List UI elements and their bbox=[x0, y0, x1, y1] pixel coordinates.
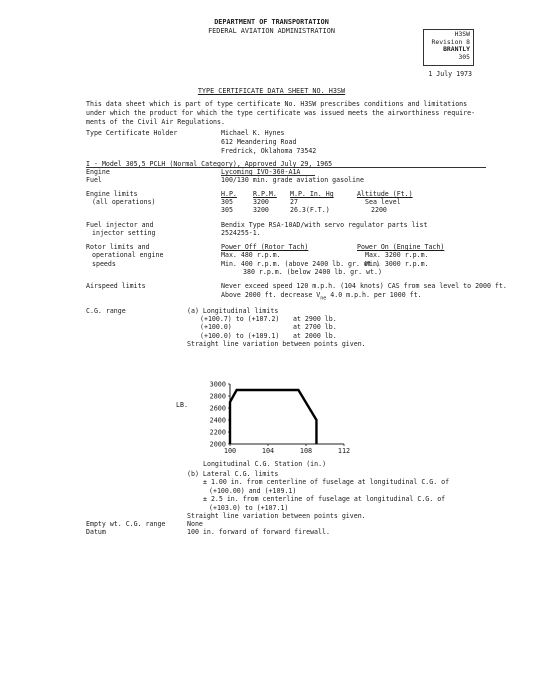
intro-line: ments of the Civil Air Regulations. bbox=[86, 117, 225, 126]
airspeed-label: Airspeed limits bbox=[86, 282, 146, 290]
document-id-box bbox=[423, 29, 474, 66]
power-on-line: Max. 3200 r.p.m. bbox=[365, 251, 429, 260]
box-line: 305 bbox=[458, 52, 470, 61]
empty-cg-label: Empty wt. C.G. range bbox=[86, 520, 166, 528]
holder-line: 612 Meandering Road bbox=[221, 137, 297, 146]
intro-line: This data sheet which is part of type certificate No. H3SW prescribes conditions and limitations bbox=[86, 100, 468, 108]
power-off-line: Min. 400 r.p.m. (above 2400 lb. gr. wt.) bbox=[221, 259, 380, 268]
intro-line: under which the product for which the type certificate was issued meets the airworthiness require- bbox=[86, 108, 476, 117]
engine-value: Lycoming IVO-360-A1A bbox=[221, 168, 301, 176]
limits-cell: Sea level bbox=[365, 198, 401, 206]
department-name: DEPARTMENT OF TRANSPORTATION bbox=[214, 18, 329, 26]
y-tick-label: 2000 bbox=[209, 440, 226, 449]
model-title: Model 305,5 PCLH (Normal Category), Approved July 29, 1965 bbox=[101, 160, 333, 168]
rotor-power-on bbox=[357, 243, 444, 268]
holder-address bbox=[221, 129, 316, 155]
limits-header-altitude: Altitude (Ft.) bbox=[357, 190, 413, 198]
cg-lateral-lines bbox=[187, 478, 450, 521]
intro-paragraph bbox=[86, 100, 475, 126]
chart-layer bbox=[210, 380, 351, 455]
model-prefix: I - bbox=[86, 160, 102, 168]
airspeed-text: Above 2000 ft. decrease V bbox=[221, 290, 321, 299]
power-off-line: Max. 480 r.p.m. bbox=[221, 251, 281, 260]
label-line: injector setting bbox=[92, 229, 156, 238]
document-date: 1 July 1973 bbox=[428, 70, 472, 78]
power-off-heading: Power Off (Rotor Tach) bbox=[221, 243, 309, 251]
engine-limits-label: Engine limits bbox=[86, 190, 138, 198]
y-tick-label: 3000 bbox=[209, 380, 226, 389]
limits-cell: 3200 bbox=[253, 206, 269, 214]
cg-longitudinal-left bbox=[200, 315, 279, 340]
engine-label: Engine bbox=[86, 168, 110, 176]
cg-weight-line: at 2900 lb. bbox=[293, 315, 337, 323]
fuel-injector-value bbox=[221, 221, 427, 238]
limits-cell: 3200 bbox=[253, 198, 269, 206]
label-line: speeds bbox=[92, 259, 116, 268]
label-line: Rotor limits and bbox=[86, 243, 150, 251]
y-tick-label: 2200 bbox=[209, 428, 226, 437]
box-line: BRANTLY bbox=[443, 45, 470, 54]
limits-header-rpm: R.P.M. bbox=[253, 190, 277, 198]
empty-cg-value: None bbox=[187, 520, 203, 528]
box-line: H3SW bbox=[454, 30, 470, 38]
fuel-label: Fuel bbox=[86, 176, 102, 184]
power-on-line: Min. 3000 r.p.m. bbox=[365, 259, 429, 268]
limits-cell: 2200 bbox=[371, 206, 387, 214]
y-tick-label: 2800 bbox=[209, 392, 226, 401]
limits-cell: 26.3(F.T.) bbox=[290, 206, 330, 214]
limits-header-mp: M.P. In. Hg bbox=[290, 190, 334, 198]
chart-y-label: LB. bbox=[176, 401, 188, 409]
cg-range-line: (+100.0) to (+109.1) bbox=[200, 331, 280, 340]
value-line: 2524255-1. bbox=[221, 229, 261, 238]
page-title: TYPE CERTIFICATE DATA SHEET NO. H3SW bbox=[197, 87, 346, 95]
airspeed-line bbox=[221, 291, 507, 303]
power-on-heading: Power On (Engine Tach) bbox=[357, 243, 445, 251]
lateral-line: (+103.0) to (+107.1) bbox=[209, 503, 289, 512]
y-tick-label: 2600 bbox=[209, 404, 226, 413]
holder-line: Fredrick, Oklahoma 73542 bbox=[221, 146, 317, 155]
cg-longitudinal-weights bbox=[293, 315, 337, 340]
power-off-line: 380 r.p.m. (below 2400 lb. gr. wt.) bbox=[243, 268, 382, 277]
lateral-line: (+100.00) and (+109.1) bbox=[209, 486, 297, 495]
chart-x-label: Longitudinal C.G. Station (in.) bbox=[203, 460, 327, 468]
airspeed-value bbox=[221, 282, 507, 303]
value-line: Bendix Type RSA-10AD/with servo regulator parts list bbox=[221, 221, 428, 229]
engine-limits-sublabel: (all operations) bbox=[92, 198, 156, 206]
x-tick-label: 104 bbox=[261, 447, 275, 455]
airspeed-subscript: ne bbox=[320, 294, 327, 301]
x-tick-label: 108 bbox=[299, 447, 313, 455]
airspeed-line: Never exceed speed 120 m.p.h. (104 knots) CAS from sea level to 2000 ft. bbox=[221, 282, 507, 290]
cg-weight-line: at 2700 lb. bbox=[293, 323, 337, 332]
label-line: Fuel injector and bbox=[86, 221, 154, 229]
x-tick-label: 100 bbox=[223, 447, 237, 455]
cg-longitudinal-heading: (a) Longitudinal limits bbox=[187, 307, 279, 315]
fuel-injector-label bbox=[86, 221, 156, 238]
datum-value: 100 in. forward of forward firewall. bbox=[187, 528, 330, 536]
cg-envelope-chart bbox=[170, 374, 360, 464]
limits-cell: 305 bbox=[221, 198, 233, 206]
cg-weight-line: at 2000 lb. bbox=[293, 331, 337, 340]
y-tick-label: 2400 bbox=[209, 416, 226, 425]
lateral-line: ± 1.00 in. from centerline of fuselage at longitudinal C.G. of bbox=[203, 478, 450, 486]
cg-lateral-heading: (b) Lateral C.G. limits bbox=[187, 470, 279, 478]
cg-range-line: (+100.0) bbox=[200, 323, 232, 332]
limits-header-hp: H.P. bbox=[221, 190, 237, 198]
rotor-limits-label bbox=[86, 243, 163, 268]
cg-range-label: C.G. range bbox=[86, 307, 126, 315]
cg-envelope-line bbox=[230, 390, 316, 444]
agency-name: FEDERAL AVIATION ADMINISTRATION bbox=[208, 27, 335, 35]
airspeed-text: 4.0 m.p.h. per 1000 ft. bbox=[326, 290, 422, 299]
limits-cell: 27 bbox=[290, 198, 298, 206]
cg-longitudinal-note: Straight line variation between points given. bbox=[187, 340, 366, 348]
limits-cell: 305 bbox=[221, 206, 233, 214]
cg-range-line: (+100.7) to (+107.2) bbox=[200, 315, 280, 323]
lateral-line: Straight line variation between points given. bbox=[187, 512, 366, 521]
datum-label: Datum bbox=[86, 528, 106, 536]
label-line: operational engine bbox=[92, 251, 164, 260]
box-line: Revision 8 bbox=[431, 37, 470, 46]
fuel-value: 100/130 min. grade aviation gasoline bbox=[221, 176, 364, 184]
x-tick-label: 112 bbox=[337, 447, 351, 455]
holder-label: Type Certificate Holder bbox=[86, 129, 178, 137]
lateral-line: ± 2.5 in. from centerline of fuselage at longitudinal C.G. of bbox=[203, 495, 446, 504]
holder-line: Michael K. Hynes bbox=[221, 129, 285, 137]
